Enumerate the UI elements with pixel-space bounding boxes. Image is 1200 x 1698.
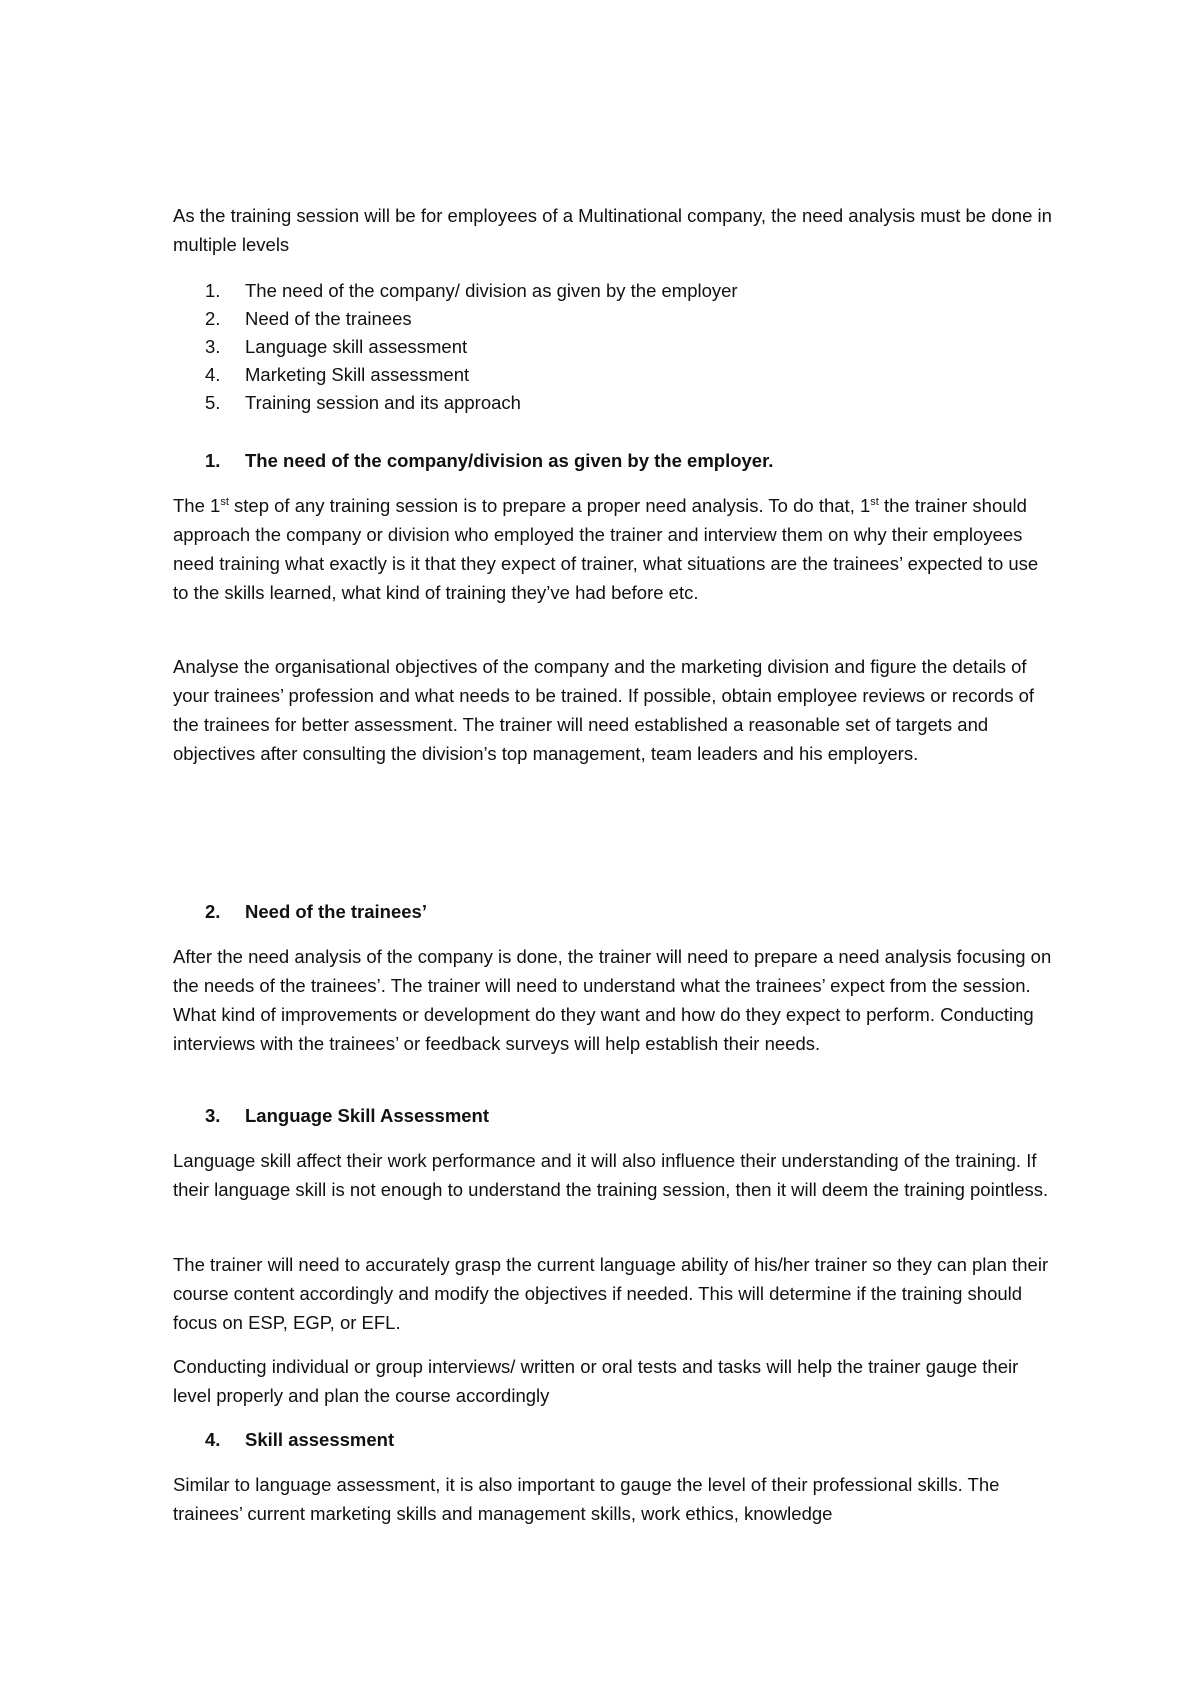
list-item <box>173 304 1053 333</box>
superscript: st <box>220 495 229 508</box>
section-number: 3. <box>205 1105 221 1126</box>
section-title: The need of the company/division as given by the employer. <box>245 450 774 471</box>
section-1-paragraph-1 <box>173 491 1053 607</box>
section-1-paragraph-2: Analyse the organisational objectives of the company and the marketing division and figure the details of your trainees’ profession and what needs to be trained. If possible, obtain employee reviews or records of the trainees for better assessment. The trainer will need established a reasonable set of targets and objectives after consulting the division’s top management, team leaders and his employers. <box>173 656 1035 764</box>
list-item-number: 4. <box>205 364 221 385</box>
list-item-text: Marketing Skill assessment <box>245 364 470 385</box>
superscript: st <box>870 495 879 508</box>
section-2-heading <box>173 897 1053 926</box>
section-3-paragraph-1: Language skill affect their work performance and it will also influence their understanding of the training. If their language skill is not enough to understand the training session, then it will deem the training pointless. <box>173 1150 1049 1200</box>
intro-paragraph: As the training session will be for employees of a Multinational company, the need analysis must be done in multiple levels <box>173 205 1052 255</box>
section-3-paragraph-2: The trainer will need to accurately grasp the current language ability of his/her trainer so they can plan their course content accordingly and modify the objectives if needed. This will determine if the training should focus on ESP, EGP, or EFL. <box>173 1254 1049 1333</box>
section-number: 4. <box>205 1429 221 1450</box>
list-item-text: Language skill assessment <box>245 336 468 357</box>
section-title: Need of the trainees’ <box>245 901 427 922</box>
section-4-heading <box>173 1425 1053 1454</box>
list-item-text: Need of the trainees <box>245 308 412 329</box>
section-title: Language Skill Assessment <box>245 1105 490 1126</box>
text-run: step of any training session is to prepare a proper need analysis. To do that, 1 <box>228 495 871 516</box>
section-3-heading <box>173 1101 1053 1130</box>
text-run: The 1 <box>173 495 221 516</box>
list-item-text: Training session and its approach <box>245 392 521 413</box>
list-item <box>173 332 1053 361</box>
section-title: Skill assessment <box>245 1429 395 1450</box>
list-item-number: 1. <box>205 280 221 301</box>
list-item-text: The need of the company/ division as given by the employer <box>245 280 738 301</box>
section-3-paragraph-3: Conducting individual or group interviews/ written or oral tests and tasks will help the trainer gauge their level properly and plan the course accordingly <box>173 1356 1019 1406</box>
list-item-number: 2. <box>205 308 221 329</box>
section-number: 1. <box>205 450 221 471</box>
list-item <box>173 388 1053 417</box>
section-number: 2. <box>205 901 221 922</box>
list-item <box>173 276 1053 305</box>
list-item-number: 5. <box>205 392 221 413</box>
section-1-heading <box>173 446 1053 475</box>
text-run: the trainer should approach the company or division who employed the trainer and interview them on why their employees need training what exactly is it that they expect of trainer, what situations are the trainees’ expected to use to the skills learned, what kind of training they’ve had before etc. <box>173 495 1039 603</box>
section-2-paragraph-1: After the need analysis of the company is done, the trainer will need to prepare a need analysis focusing on the needs of the trainees’. The trainer will need to understand what the trainees’ expect from the session. What kind of improvements or development do they want and how do they expect to perform. Conducting interviews with the trainees’ or feedback surveys will help establish their needs. <box>173 946 1052 1054</box>
list-item <box>173 360 1053 389</box>
list-item-number: 3. <box>205 336 221 357</box>
section-4-paragraph-1: Similar to language assessment, it is also important to gauge the level of their professional skills. The trainees’ current marketing skills and management skills, work ethics, knowledge <box>173 1474 1000 1524</box>
